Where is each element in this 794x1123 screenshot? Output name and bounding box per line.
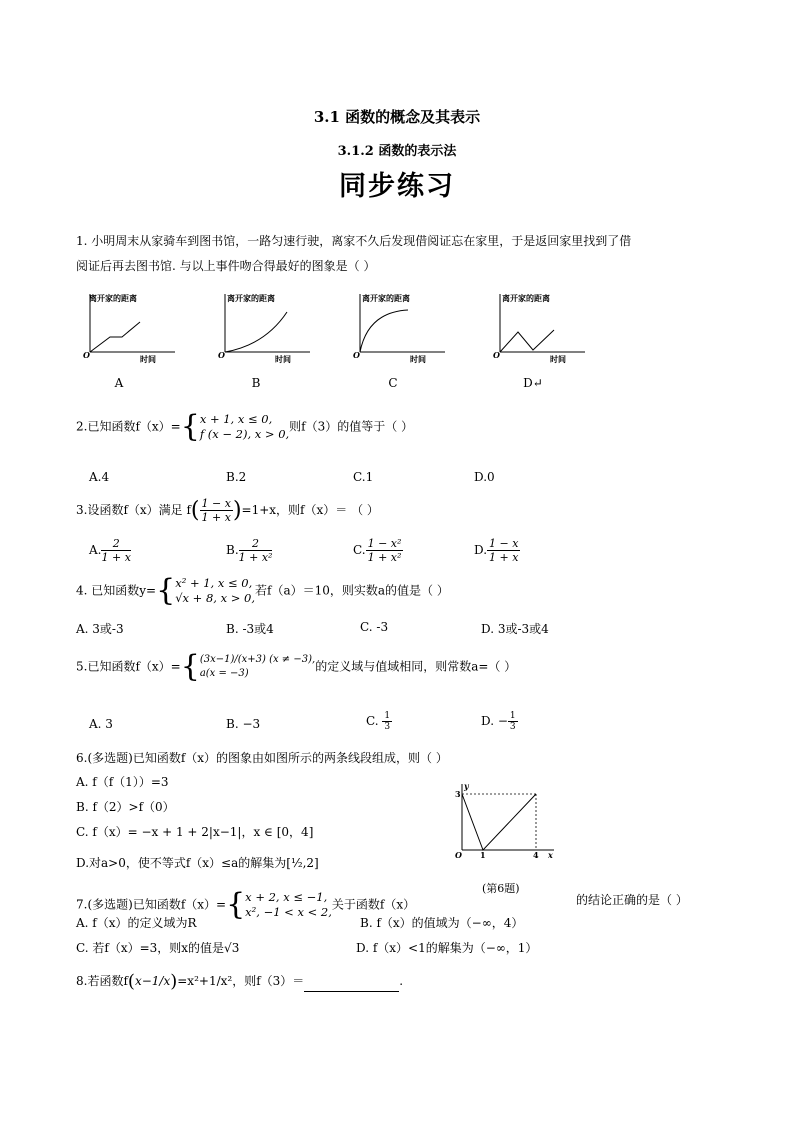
q1-graph-xlabel: 时间: [550, 354, 566, 364]
q2-case1: x + 1, x ≤ 0,: [199, 412, 273, 426]
q1-caption-d: D↵: [523, 376, 543, 390]
q6-graph-x1: 1: [480, 850, 486, 860]
q3-option-b: B. $\frac{2}{\text{1 + x²}}$: [226, 537, 273, 564]
q8-answer-blank[interactable]: [304, 991, 399, 992]
q6-graph: [450, 780, 560, 860]
q3-stem: 3.设函数f（x）满足 f( $\frac{1 - x}{1 + x}$ )=1+x，则f（x）＝ （ ）: [76, 497, 379, 524]
q3-prefix: 3.设函数f（x）满足 f: [76, 503, 191, 517]
q7-end: 的结论正确的是（ ）: [576, 893, 688, 907]
q6-option-d: D.对a>0，使不等式f（x）≤a的解集为[½,2]: [76, 856, 319, 870]
q7-option-c: C. 若f（x）=3，则x的值是√3: [76, 941, 240, 955]
q4-prefix: 4. 已知函数y=: [76, 583, 157, 598]
q1-graph-xlabel: 时间: [275, 354, 291, 364]
q4-case1: x² + 1, x ≤ 0,: [175, 576, 253, 590]
q6-graph-origin: O: [455, 850, 462, 860]
q1-graph-xlabel: 时间: [410, 354, 426, 364]
q2-stem: 2.已知函数f（x）={ x + 1, x ≤ 0, f (x − 2), x > 0, 则f（3）的值等于（ ）: [76, 409, 414, 444]
q6-graph-ylabel: y: [464, 781, 469, 791]
q6-caption: (第6题): [482, 882, 520, 895]
q1-graph-origin: O: [83, 350, 90, 360]
q1-caption-b: B: [251, 376, 261, 390]
q8-prefix: 8.若函数f: [76, 974, 128, 988]
q1-graph-d: [490, 290, 590, 370]
q1-graph-origin: O: [353, 350, 360, 360]
q2-option-d: D.0: [474, 470, 495, 484]
q3-frac-num: 1 − x: [201, 497, 231, 510]
q6-option-b: B. f（2）>f（0）: [76, 800, 175, 814]
q1-graph-xlabel: 时间: [140, 354, 156, 364]
q3-suffix: =1+x，则f（x）＝ （ ）: [241, 503, 379, 517]
q2-suffix: 则f（3）的值等于（ ）: [289, 419, 414, 434]
q4-option-a: A. 3或-3: [76, 622, 124, 636]
q1-graph-ylabel: 离开家的距离: [362, 293, 410, 303]
q2-case2: f (x − 2), x > 0,: [199, 427, 290, 441]
q5-prefix: 5.已知函数f（x）=: [76, 659, 181, 674]
q7-option-a: A. f（x）的定义域为R: [76, 916, 197, 930]
q1-graph-a: [80, 290, 180, 370]
q7-option-b: B. f（x）的值域为（−∞，4）: [360, 916, 524, 930]
q7-case1: x + 2, x ≤ −1,: [245, 890, 328, 904]
q3-option-c: C. $\frac{\text{1 − x²}}{\text{1 + x²}}$: [353, 537, 402, 564]
q5-option-c: C. $\frac{1}{3}$: [366, 711, 391, 732]
q5-stem: 5.已知函数f（x）={ (3x−1)/(x+3) (x ≠ −3), a(x = −3) 的定义域与值域相同，则常数a=（ ）: [76, 649, 517, 684]
q1-caption-a: A: [114, 376, 124, 390]
q8-mid: =x²+1/x²，则f（3）＝: [177, 974, 305, 988]
section-title: 3.1 函数的概念及其表示: [313, 108, 481, 126]
q6-graph-xlabel: x: [548, 850, 553, 860]
q3-option-a: A. $\frac{2}{1 + x}$: [89, 537, 131, 564]
q5-case1: (3x−1)/(x+3) (x ≠ −3),: [199, 654, 316, 665]
q1-graph-ylabel: 离开家的距离: [227, 293, 275, 303]
q1-line2: 阅证后再去图书馆. 与以上事件吻合得最好的图象是（ ）: [76, 259, 376, 273]
q5-option-a: A. 3: [89, 717, 113, 731]
q1-graph-b: [215, 290, 315, 370]
q8-stem: 8.若函数f(x−1/x)=x²+1/x²，则f（3）＝ .: [76, 971, 404, 992]
q6-graph-y3: 3: [455, 789, 461, 799]
q5-option-d: D. − $\frac{1}{3}$: [481, 711, 516, 732]
q3-frac-den: 1 + x: [201, 511, 231, 524]
q1-caption-c: C: [388, 376, 398, 390]
q7-stem: 7.(多选题)已知函数f（x）={ x + 2, x ≤ −1, x², −1 < x < 2, 关于函数f（x）: [76, 887, 416, 922]
subsection-title: 3.1.2 函数的表示法: [337, 144, 457, 159]
q1-graph-origin: O: [493, 350, 500, 360]
q6-option-a: A. f（f（1））=3: [76, 775, 169, 789]
q4-case2: √x + 8, x > 0,: [175, 591, 255, 605]
q5-case2: a(x = −3): [199, 668, 249, 679]
q4-stem: 4. 已知函数y={ x² + 1, x ≤ 0, √x + 8, x > 0, 若f（a）＝10，则实数a的值是（ ）: [76, 573, 449, 608]
q4-option-d: D. 3或-3或4: [481, 622, 549, 636]
q5-option-b: B. −3: [226, 717, 261, 731]
q1-line1: 1. 小明周末从家骑车到图书馆，一路匀速行驶，离家不久后发现借阅证忘在家里，于是返回家里找到了借: [76, 234, 632, 248]
q1-graph-ylabel: 离开家的距离: [89, 293, 137, 303]
q8-end: .: [399, 974, 404, 988]
q7-case2: x², −1 < x < 2,: [245, 905, 332, 919]
q7-mid: 关于函数f（x）: [331, 897, 416, 912]
q5-suffix: 的定义域与值域相同，则常数a=（ ）: [315, 659, 517, 674]
q8-arg: x−1/x: [134, 974, 171, 988]
q2-option-b: B.2: [226, 470, 247, 484]
q2-option-a: A.4: [89, 470, 110, 484]
q6-stem: 6.(多选题)已知函数f（x）的图象由如图所示的两条线段组成，则（ ）: [76, 751, 448, 765]
q2-option-c: C.1: [353, 470, 374, 484]
q2-prefix: 2.已知函数f（x）=: [76, 419, 181, 434]
q7-option-d: D. f（x）<1的解集为（−∞，1）: [356, 941, 538, 955]
q4-suffix: 若f（a）＝10，则实数a的值是（ ）: [255, 583, 449, 598]
q6-graph-x4: 4: [533, 850, 539, 860]
q3-option-d: D. $\frac{1 - x}{1 + x}$: [474, 537, 519, 564]
q1-graph-ylabel: 离开家的距离: [502, 293, 550, 303]
q4-option-b: B. -3或4: [226, 622, 274, 636]
q7-prefix: 7.(多选题)已知函数f（x）=: [76, 897, 227, 912]
q4-option-c: C. -3: [360, 620, 389, 634]
q1-graph-origin: O: [218, 350, 225, 360]
page-title: 同步练习: [339, 171, 455, 202]
q1-graph-c: [350, 290, 450, 370]
q6-option-c: C. f（x）= −x + 1 + 2|x−1|，x ∈ [0，4]: [76, 825, 314, 839]
